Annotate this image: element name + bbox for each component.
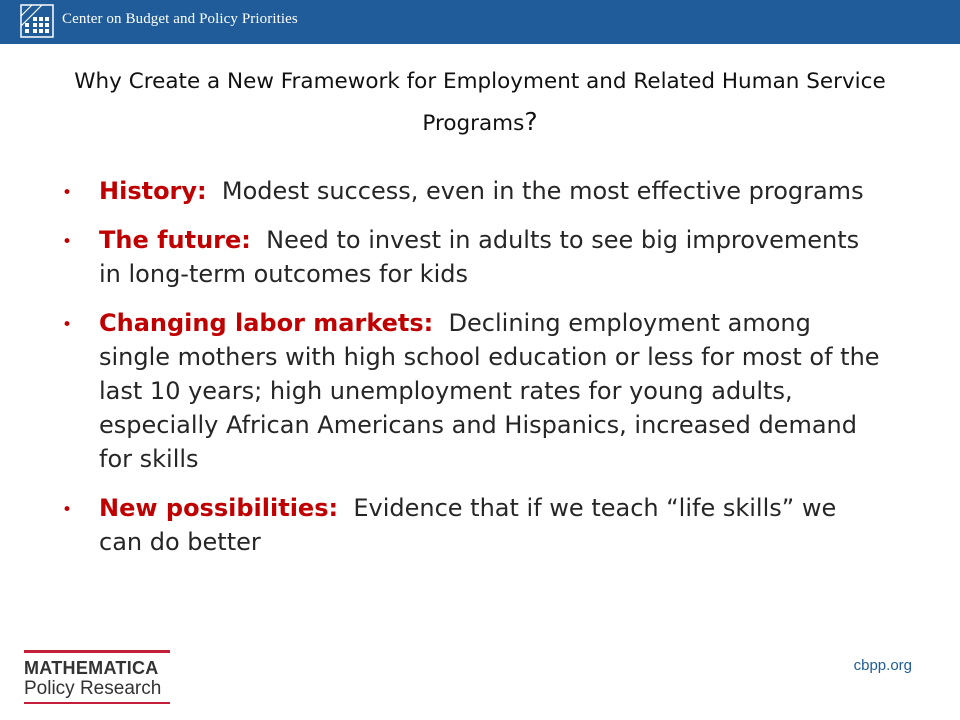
bullet-text: Modest success, even in the most effective programs xyxy=(221,177,864,205)
bullet-text: Evidence that if we teach “life skills” we can do better xyxy=(99,494,837,556)
header-bar xyxy=(0,0,960,44)
bullet-dot-icon: • xyxy=(62,232,73,252)
bullet-item-labor-markets xyxy=(62,306,882,476)
bullet-dot-icon: • xyxy=(62,500,73,520)
bullet-list xyxy=(62,174,882,574)
bullet-item-possibilities xyxy=(62,491,882,559)
mathematica-logo xyxy=(24,650,172,706)
logo-rule-bottom xyxy=(24,702,170,704)
bullet-term: The future: xyxy=(99,226,251,254)
slide-title-text: Why Create a New Framework for Employment and Related Human Service Programs xyxy=(74,69,886,136)
bullet-dot-icon: • xyxy=(62,183,73,203)
bullet-term: Changing labor markets: xyxy=(99,309,434,337)
logo-rule-top xyxy=(24,650,170,653)
bullet-text: Need to invest in adults to see big improvements in long-term outcomes for kids xyxy=(99,226,860,288)
logo-line-2: Policy Research xyxy=(24,678,162,699)
cbpp-logo-icon xyxy=(20,4,54,38)
slide-title xyxy=(40,62,920,144)
bullet-item-future xyxy=(62,223,882,291)
slide-title-mark: ? xyxy=(524,107,538,136)
site-url-link[interactable]: cbpp.org xyxy=(853,657,912,674)
bullet-term: New possibilities: xyxy=(99,494,339,522)
bullet-text: Declining employment among single mothers with high school education or less for most of the last 10 years; high unemployment rates for young adults, especially African Americans and Hispanics, increased demand for skills xyxy=(99,309,880,473)
bullet-term: History: xyxy=(99,177,207,205)
logo-line-1: MATHEMATICA xyxy=(24,658,159,678)
org-name: Center on Budget and Policy Priorities xyxy=(62,11,298,27)
bullet-dot-icon: • xyxy=(62,315,73,335)
bullet-item-history xyxy=(62,174,882,208)
